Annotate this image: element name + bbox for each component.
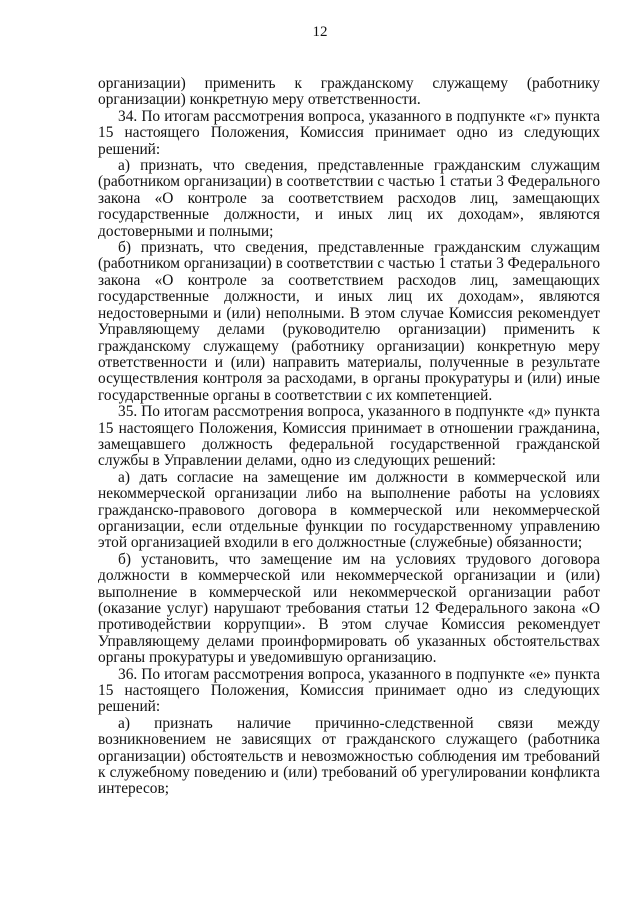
paragraph-34-b: б) признать, что сведения, представленные гражданским служащим (работником организации) в соответствии с частью 1 статьи 3 Федерального закона «О контроле за соответствием расходов лиц, замещающих государственные должности, и иных лиц их доходам», являются недостоверными и (или) неполными. В этом случае Комиссия рекомендует Управляющему делами (руководителю организации) применить к гражданскому служащему (работнику организации) конкретную меру ответственности и (или) направить материалы, полученные в результате осуществления контроля за расходами, в органы прокуратуры и (или) иные государственные органы в соответствии с их компетенцией. xyxy=(98,239,601,404)
paragraph-34: 34. По итогам рассмотрения вопроса, указанного в подпункте «г» пункта 15 настоящего Положения, Комиссия принимает одно из следующих решений: xyxy=(98,107,600,158)
paragraph-36-a: а) признать наличие причинно-следственной связи между возникновением не зависящих от гражданского служащего (работника организации) обстоятельств и невозможностью соблюдения им требований к служебному поведению и (или) требований об урегулировании конфликта интересов; xyxy=(98,714,600,798)
paragraph-35-b: б) установить, что замещение им на условиях трудового договора должности в коммерческой или некоммерческой организации и (или) выполнение в коммерческой или некоммерческой организации работ (оказание услуг) нарушают требования статьи 12 Федерального закона «О противодействии коррупции». В этом случае Комиссия рекомендует Управляющему делами проинформировать об указанных обстоятельствах органы прокуратуры и уведомившую организацию. xyxy=(98,550,600,667)
paragraph-36: 36. По итогам рассмотрения вопроса, указанного в подпункте «е» пункта 15 настоящего Положения, Комиссия принимает одно из следующих решений: xyxy=(98,665,600,716)
paragraph-34-a: а) признать, что сведения, представленные гражданским служащим (работником организации) в соответствии с частью 1 статьи 3 Федерального закона «О контроле за соответствием расходов лиц, замещающих государственные должности, и иных лиц их доходам», являются достоверными и полными; xyxy=(98,157,601,240)
paragraph-35: 35. По итогам рассмотрения вопроса, указанного в подпункте «д» пункта 15 настоящего Положения, Комиссия принимает в отношении гражданина, замещавшего должность федеральной государственной гражданской службы в Управлении делами, одно из следующих решений: xyxy=(98,403,600,470)
paragraph-continuation: организации) применить к гражданскому служащему (работнику организации) конкретную меру ответственности. xyxy=(98,75,600,109)
page-number: 12 xyxy=(312,24,328,40)
document-body xyxy=(98,76,600,798)
paragraph-35-a: а) дать согласие на замещение им должности в коммерческой или некоммерческой организации либо на выполнение работы на условиях гражданско-правового договора в коммерческой или некоммерческой организации, если отдельные функции по государственному управлению этой организацией входили в его должностные (служебные) обязанности; xyxy=(98,468,600,552)
